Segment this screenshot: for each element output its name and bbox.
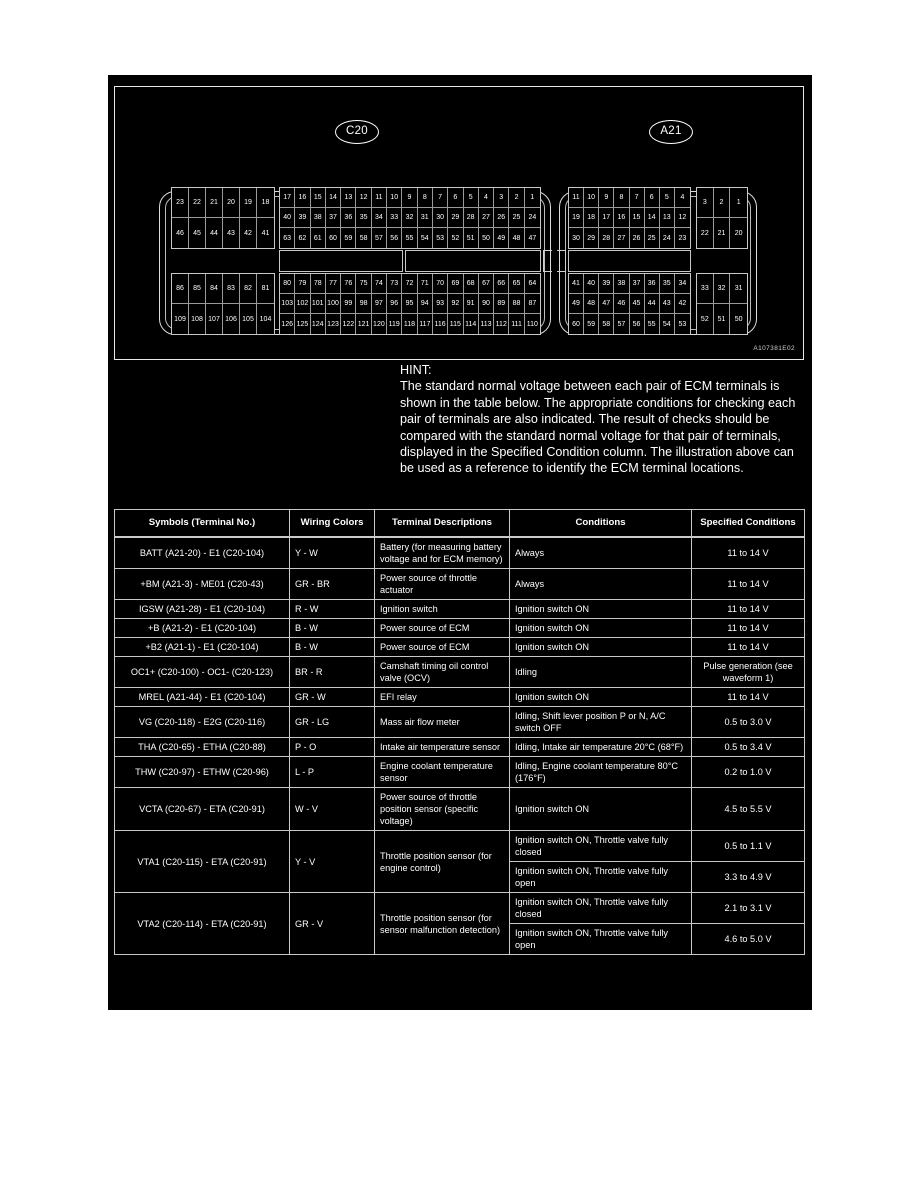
pin-5: 5	[660, 188, 675, 208]
pin-48: 48	[584, 294, 599, 314]
cell-terminal-description: Power source of throttle actuator	[375, 569, 510, 600]
cell-condition: Idling	[510, 657, 692, 688]
pin-39: 39	[295, 208, 310, 228]
pin-53: 53	[678, 320, 687, 328]
pin-19: 19	[240, 188, 257, 218]
cell-specified-condition: Pulse generation (see waveform 1)	[692, 657, 805, 688]
pin-100: 100	[326, 294, 341, 314]
cell-condition: Ignition switch ON, Throttle valve fully open	[510, 924, 692, 955]
pin-108: 108	[189, 304, 206, 334]
pin-32: 32	[402, 208, 417, 228]
pin-13: 13	[341, 188, 356, 208]
pin-75: 75	[356, 274, 371, 294]
pin-85: 85	[189, 274, 206, 304]
pin-71: 71	[418, 274, 433, 294]
pin-56: 56	[630, 314, 645, 334]
pin-12: 12	[675, 208, 690, 228]
cell-condition: Ignition switch ON, Throttle valve fully closed	[510, 831, 692, 862]
pin-21: 21	[206, 188, 223, 218]
cell-symbol: VTA1 (C20-115) - ETA (C20-91)	[115, 831, 290, 893]
cell-wiring-color: Y - W	[290, 537, 375, 569]
cell-symbol: +BM (A21-3) - ME01 (C20-43)	[115, 569, 290, 600]
pin-51: 51	[714, 304, 731, 334]
pin-15: 15	[630, 208, 645, 228]
pin-114: 114	[464, 314, 479, 334]
pin-63: 63	[280, 228, 295, 248]
pin-46: 46	[172, 218, 189, 248]
pin-113: 113	[479, 314, 494, 334]
table-row	[115, 688, 805, 707]
pin-125: 125	[295, 314, 310, 334]
pin-29: 29	[584, 228, 599, 248]
pin-14: 14	[326, 188, 341, 208]
cell-condition: Ignition switch ON	[510, 688, 692, 707]
cell-symbol: VTA2 (C20-114) - ETA (C20-91)	[115, 893, 290, 955]
pin-56: 56	[387, 228, 402, 248]
pin-124: 124	[311, 314, 326, 334]
pin-89: 89	[494, 294, 509, 314]
pin-35: 35	[660, 274, 675, 294]
pin-5: 5	[464, 188, 479, 208]
pin-37: 37	[630, 274, 645, 294]
pin-34: 34	[675, 274, 690, 294]
cell-specified-condition: 2.1 to 3.1 V	[692, 893, 805, 924]
cell-specified-condition: 11 to 14 V	[692, 688, 805, 707]
pin-41: 41	[261, 229, 270, 237]
pin-7: 7	[630, 188, 645, 208]
pin-25: 25	[509, 208, 524, 228]
table-row	[115, 619, 805, 638]
pin-97: 97	[372, 294, 387, 314]
table-body	[115, 537, 805, 955]
cell-specified-condition: 3.3 to 4.9 V	[692, 862, 805, 893]
cell-specified-condition: 0.5 to 1.1 V	[692, 831, 805, 862]
pin-28: 28	[599, 228, 614, 248]
pin-76: 76	[341, 274, 356, 294]
pin-43: 43	[223, 218, 240, 248]
pin-30: 30	[433, 208, 448, 228]
pin-107: 107	[206, 304, 223, 334]
pin-57: 57	[372, 228, 387, 248]
cell-wiring-color: GR - W	[290, 688, 375, 707]
cell-symbol: THA (C20-65) - ETHA (C20-88)	[115, 738, 290, 757]
pin-91: 91	[464, 294, 479, 314]
pin-26: 26	[494, 208, 509, 228]
pin-49: 49	[569, 294, 584, 314]
pin-61: 61	[311, 228, 326, 248]
pin-27: 27	[479, 208, 494, 228]
pin-59: 59	[584, 314, 599, 334]
pin-58: 58	[599, 314, 614, 334]
cell-specified-condition: 11 to 14 V	[692, 619, 805, 638]
pin-54: 54	[418, 228, 433, 248]
pin-47: 47	[528, 234, 537, 242]
pin-117: 117	[418, 314, 433, 334]
pin-109: 109	[172, 304, 189, 334]
pin-54: 54	[660, 314, 675, 334]
connector-label-a21: A21	[649, 120, 693, 144]
pin-45: 45	[630, 294, 645, 314]
cell-terminal-description: Engine coolant temperature sensor	[375, 757, 510, 788]
pin-84: 84	[206, 274, 223, 304]
cell-symbol: THW (C20-97) - ETHW (C20-96)	[115, 757, 290, 788]
connector-label-c20: C20	[335, 120, 379, 144]
column-header-conditions: Conditions	[510, 510, 692, 538]
pin-17: 17	[280, 188, 295, 208]
pin-98: 98	[356, 294, 371, 314]
pin-2: 2	[714, 188, 731, 218]
cell-symbol: VG (C20-118) - E2G (C20-116)	[115, 707, 290, 738]
pin-59: 59	[341, 228, 356, 248]
pin-48: 48	[509, 228, 524, 248]
table-row	[115, 638, 805, 657]
pin-21: 21	[714, 218, 731, 248]
connector-blank-bar-c20-right	[405, 250, 541, 272]
pin-10: 10	[387, 188, 402, 208]
pin-112: 112	[494, 314, 509, 334]
pin-12: 12	[356, 188, 371, 208]
pin-77: 77	[326, 274, 341, 294]
hint-block	[400, 362, 804, 477]
pin-102: 102	[295, 294, 310, 314]
cell-specified-condition: 4.6 to 5.0 V	[692, 924, 805, 955]
pin-70: 70	[433, 274, 448, 294]
pin-38: 38	[614, 274, 629, 294]
pin-14: 14	[645, 208, 660, 228]
table-row	[115, 757, 805, 788]
pin-106: 106	[223, 304, 240, 334]
cell-specified-condition: 0.5 to 3.0 V	[692, 707, 805, 738]
pin-26: 26	[630, 228, 645, 248]
pin-40: 40	[584, 274, 599, 294]
pin-45: 45	[189, 218, 206, 248]
pin-block-a21-right-lower	[696, 273, 748, 335]
pin-94: 94	[418, 294, 433, 314]
connector-blank-bar-c20-left	[279, 250, 403, 272]
pin-42: 42	[240, 218, 257, 248]
cell-terminal-description: Power source of ECM	[375, 638, 510, 657]
pin-19: 19	[569, 208, 584, 228]
cell-terminal-description: Power source of throttle position sensor (specific voltage)	[375, 788, 510, 831]
pin-8: 8	[418, 188, 433, 208]
pin-92: 92	[448, 294, 463, 314]
pin-18: 18	[584, 208, 599, 228]
pin-3: 3	[494, 188, 509, 208]
pin-123: 123	[326, 314, 341, 334]
table-row	[115, 707, 805, 738]
pin-29: 29	[448, 208, 463, 228]
pin-block-c20-left-lower	[171, 273, 275, 335]
pin-15: 15	[311, 188, 326, 208]
hint-body: The standard normal voltage between each pair of ECM terminals is shown in the table below. The appropriate conditions for checking each pair of terminals are also indicated. The result of checks should be compared with the standard normal voltage for that pair of terminals, displayed in the Specified Condition column. The illustration above can be used as a reference to identify the ECM terminal locations.	[400, 379, 796, 476]
cell-wiring-color: BR - R	[290, 657, 375, 688]
pin-block-a21-right-upper	[696, 187, 748, 249]
cell-specified-condition: 0.2 to 1.0 V	[692, 757, 805, 788]
table-row	[115, 831, 805, 862]
pin-110: 110	[526, 320, 538, 328]
pin-18: 18	[257, 188, 274, 218]
pin-2: 2	[509, 188, 524, 208]
connector-latch-left-icon	[543, 250, 552, 272]
ecm-connector-diagram	[114, 86, 804, 360]
pin-37: 37	[326, 208, 341, 228]
cell-terminal-description: Camshaft timing oil control valve (OCV)	[375, 657, 510, 688]
cell-condition: Idling, Intake air temperature 20°C (68°F)	[510, 738, 692, 757]
connector-blank-bar-a21	[568, 250, 691, 272]
pin-78: 78	[311, 274, 326, 294]
pin-122: 122	[341, 314, 356, 334]
pin-block-a21-main-upper	[568, 187, 691, 249]
pin-74: 74	[372, 274, 387, 294]
pin-8: 8	[614, 188, 629, 208]
cell-condition: Ignition switch ON	[510, 788, 692, 831]
pin-11: 11	[569, 188, 584, 208]
pin-30: 30	[569, 228, 584, 248]
pin-40: 40	[280, 208, 295, 228]
table-row	[115, 537, 805, 569]
pin-111: 111	[509, 314, 524, 334]
cell-symbol: +B2 (A21-1) - E1 (C20-104)	[115, 638, 290, 657]
pin-46: 46	[614, 294, 629, 314]
cell-condition: Always	[510, 569, 692, 600]
pin-31: 31	[730, 274, 747, 304]
cell-specified-condition: 11 to 14 V	[692, 569, 805, 600]
pin-38: 38	[311, 208, 326, 228]
pin-22: 22	[189, 188, 206, 218]
cell-wiring-color: R - W	[290, 600, 375, 619]
cell-symbol: BATT (A21-20) - E1 (C20-104)	[115, 537, 290, 569]
pin-block-a21-main-lower	[568, 273, 691, 335]
pin-4: 4	[675, 188, 690, 208]
cell-terminal-description: EFI relay	[375, 688, 510, 707]
cell-terminal-description: Power source of ECM	[375, 619, 510, 638]
pin-33: 33	[697, 274, 714, 304]
table-row	[115, 657, 805, 688]
cell-wiring-color: B - W	[290, 638, 375, 657]
pin-39: 39	[599, 274, 614, 294]
pin-1: 1	[525, 188, 540, 208]
pin-99: 99	[341, 294, 356, 314]
cell-symbol: MREL (A21-44) - E1 (C20-104)	[115, 688, 290, 707]
pin-42: 42	[675, 294, 690, 314]
cell-symbol: VCTA (C20-67) - ETA (C20-91)	[115, 788, 290, 831]
pin-10: 10	[584, 188, 599, 208]
pin-58: 58	[356, 228, 371, 248]
pin-82: 82	[240, 274, 257, 304]
pin-119: 119	[387, 314, 402, 334]
pin-55: 55	[402, 228, 417, 248]
pin-96: 96	[387, 294, 402, 314]
pin-9: 9	[599, 188, 614, 208]
cell-terminal-description: Ignition switch	[375, 600, 510, 619]
pin-43: 43	[660, 294, 675, 314]
column-header-specified: Specified Conditions	[692, 510, 805, 538]
pin-88: 88	[509, 294, 524, 314]
column-header-wiring: Wiring Colors	[290, 510, 375, 538]
pin-52: 52	[448, 228, 463, 248]
cell-wiring-color: GR - BR	[290, 569, 375, 600]
cell-specified-condition: 11 to 14 V	[692, 600, 805, 619]
connector-latch-right-icon	[557, 250, 566, 272]
pin-67: 67	[479, 274, 494, 294]
pin-block-c20-main-lower	[279, 273, 541, 335]
cell-terminal-description: Throttle position sensor (for engine control)	[375, 831, 510, 893]
pin-block-c20-main-upper	[279, 187, 541, 249]
pin-53: 53	[433, 228, 448, 248]
cell-condition: Always	[510, 537, 692, 569]
ecm-terminal-spec-table	[114, 509, 805, 955]
pin-121: 121	[356, 314, 371, 334]
pin-80: 80	[280, 274, 295, 294]
pin-16: 16	[295, 188, 310, 208]
pin-33: 33	[387, 208, 402, 228]
pin-68: 68	[464, 274, 479, 294]
table-row	[115, 600, 805, 619]
hint-title: HINT:	[400, 363, 432, 377]
column-header-symbols: Symbols (Terminal No.)	[115, 510, 290, 538]
pin-16: 16	[614, 208, 629, 228]
table-row	[115, 569, 805, 600]
cell-condition: Idling, Shift lever position P or N, A/C switch OFF	[510, 707, 692, 738]
pin-65: 65	[509, 274, 524, 294]
pin-27: 27	[614, 228, 629, 248]
pin-36: 36	[645, 274, 660, 294]
pin-101: 101	[311, 294, 326, 314]
pin-55: 55	[645, 314, 660, 334]
pin-7: 7	[433, 188, 448, 208]
pin-90: 90	[479, 294, 494, 314]
pin-50: 50	[479, 228, 494, 248]
pin-22: 22	[697, 218, 714, 248]
cell-wiring-color: Y - V	[290, 831, 375, 893]
pin-79: 79	[295, 274, 310, 294]
pin-103: 103	[280, 294, 295, 314]
cell-wiring-color: P - O	[290, 738, 375, 757]
pin-60: 60	[569, 314, 584, 334]
pin-44: 44	[206, 218, 223, 248]
pin-13: 13	[660, 208, 675, 228]
cell-specified-condition: 11 to 14 V	[692, 638, 805, 657]
cell-wiring-color: GR - LG	[290, 707, 375, 738]
pin-105: 105	[240, 304, 257, 334]
pin-6: 6	[645, 188, 660, 208]
pin-51: 51	[464, 228, 479, 248]
pin-87: 87	[525, 294, 540, 314]
pin-52: 52	[697, 304, 714, 334]
pin-32: 32	[714, 274, 731, 304]
pin-44: 44	[645, 294, 660, 314]
document-page-panel	[108, 75, 812, 1010]
table-row	[115, 893, 805, 924]
pin-126: 126	[280, 314, 295, 334]
cell-wiring-color: L - P	[290, 757, 375, 788]
pin-3: 3	[697, 188, 714, 218]
pin-41: 41	[569, 274, 584, 294]
pin-115: 115	[448, 314, 463, 334]
cell-condition: Ignition switch ON, Throttle valve fully closed	[510, 893, 692, 924]
cell-condition: Idling, Engine coolant temperature 80°C (176°F)	[510, 757, 692, 788]
pin-69: 69	[448, 274, 463, 294]
pin-83: 83	[223, 274, 240, 304]
cell-terminal-description: Mass air flow meter	[375, 707, 510, 738]
pin-57: 57	[614, 314, 629, 334]
pin-23: 23	[172, 188, 189, 218]
pin-20: 20	[223, 188, 240, 218]
pin-120: 120	[372, 314, 387, 334]
cell-condition: Ignition switch ON	[510, 600, 692, 619]
pin-20: 20	[734, 229, 743, 237]
pin-95: 95	[402, 294, 417, 314]
pin-31: 31	[418, 208, 433, 228]
pin-47: 47	[599, 294, 614, 314]
pin-1: 1	[730, 188, 747, 218]
pin-86: 86	[172, 274, 189, 304]
pin-64: 64	[525, 274, 540, 294]
cell-specified-condition: 0.5 to 3.4 V	[692, 738, 805, 757]
cell-specified-condition: 11 to 14 V	[692, 537, 805, 569]
pin-35: 35	[356, 208, 371, 228]
pin-4: 4	[479, 188, 494, 208]
cell-wiring-color: W - V	[290, 788, 375, 831]
cell-specified-condition: 4.5 to 5.5 V	[692, 788, 805, 831]
cell-condition: Ignition switch ON, Throttle valve fully open	[510, 862, 692, 893]
pin-24: 24	[525, 208, 540, 228]
pin-6: 6	[448, 188, 463, 208]
pin-block-c20-left-upper	[171, 187, 275, 249]
pin-81: 81	[257, 274, 274, 304]
pin-34: 34	[372, 208, 387, 228]
table-row	[115, 788, 805, 831]
cell-wiring-color: B - W	[290, 619, 375, 638]
cell-symbol: IGSW (A21-28) - E1 (C20-104)	[115, 600, 290, 619]
column-header-description: Terminal Descriptions	[375, 510, 510, 538]
pin-24: 24	[660, 228, 675, 248]
pin-36: 36	[341, 208, 356, 228]
pin-93: 93	[433, 294, 448, 314]
pin-73: 73	[387, 274, 402, 294]
pin-66: 66	[494, 274, 509, 294]
cell-terminal-description: Battery (for measuring battery voltage and for ECM memory)	[375, 537, 510, 569]
cell-condition: Ignition switch ON	[510, 638, 692, 657]
pin-104: 104	[259, 315, 272, 323]
pin-72: 72	[402, 274, 417, 294]
pin-62: 62	[295, 228, 310, 248]
pin-49: 49	[494, 228, 509, 248]
cell-terminal-description: Throttle position sensor (for sensor malfunction detection)	[375, 893, 510, 955]
pin-116: 116	[433, 314, 448, 334]
table-row	[115, 738, 805, 757]
cell-terminal-description: Intake air temperature sensor	[375, 738, 510, 757]
pin-9: 9	[402, 188, 417, 208]
pin-50: 50	[734, 315, 743, 323]
pin-11: 11	[372, 188, 387, 208]
pin-118: 118	[402, 314, 417, 334]
pin-23: 23	[678, 234, 687, 242]
pin-60: 60	[326, 228, 341, 248]
cell-condition: Ignition switch ON	[510, 619, 692, 638]
figure-reference-code: A107381E02	[753, 345, 795, 352]
pin-28: 28	[464, 208, 479, 228]
cell-symbol: +B (A21-2) - E1 (C20-104)	[115, 619, 290, 638]
cell-wiring-color: GR - V	[290, 893, 375, 955]
pin-17: 17	[599, 208, 614, 228]
table-header-row	[115, 510, 805, 538]
cell-symbol: OC1+ (C20-100) - OC1- (C20-123)	[115, 657, 290, 688]
pin-25: 25	[645, 228, 660, 248]
